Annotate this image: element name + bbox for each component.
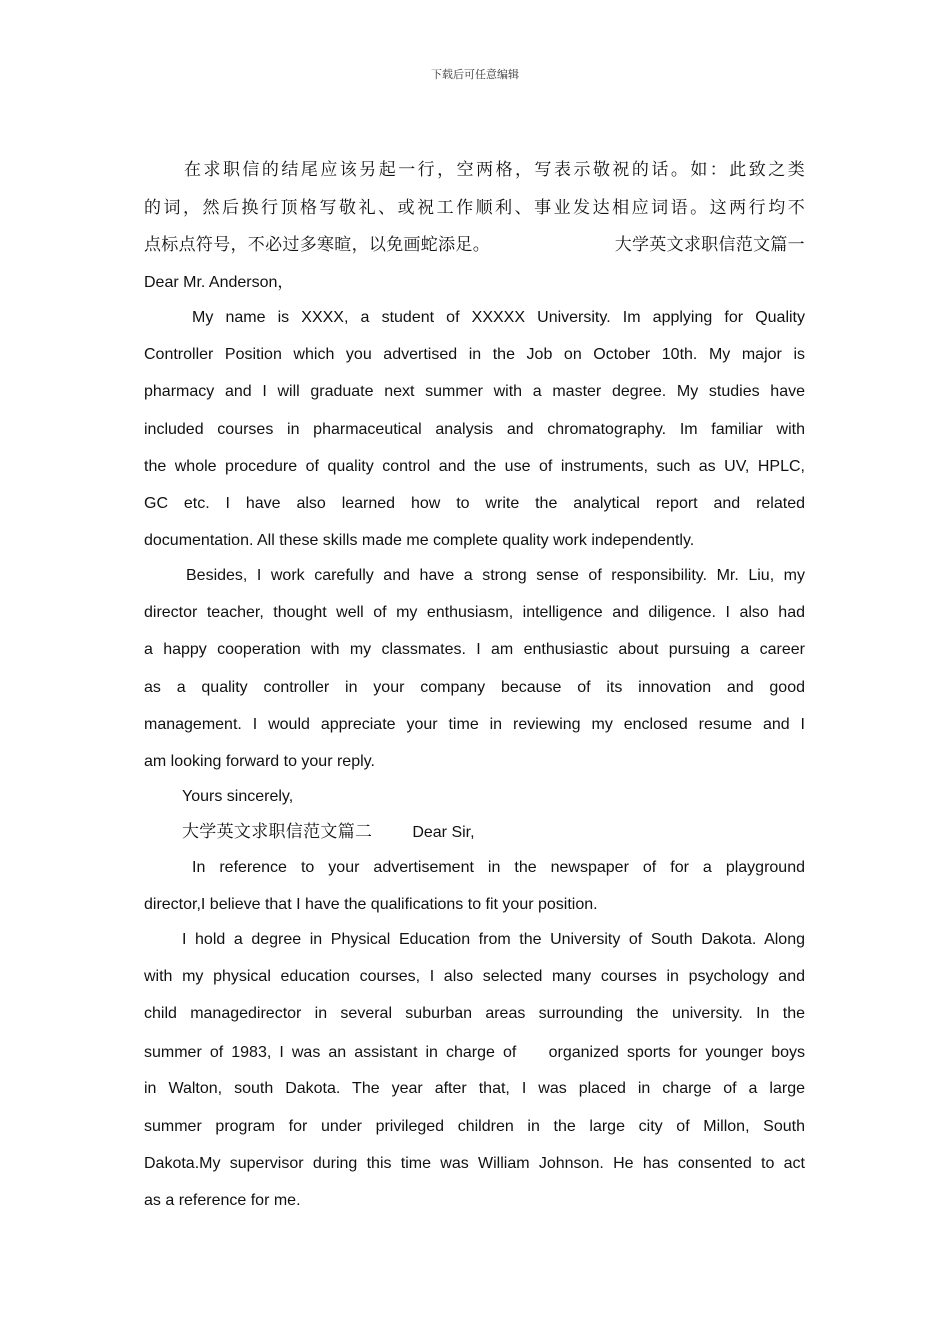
section1-title: 大学英文求职信范文篇一 (614, 235, 805, 255)
letter1-p2-line: as a quality controller in your company because of its innovation and good (144, 679, 805, 696)
intro-line-3-text: 点标点符号，不必过多寒暄，以免画蛇添足。 (144, 235, 490, 255)
letter1-p1-line: GC etc. I have also learned how to write the analytical report and related (144, 495, 805, 512)
letter1-p2-line: management. I would appreciate your time in reviewing my enclosed resume and I (144, 716, 805, 733)
letter1-p2-line: director teacher, thought well of my enthusiasm, intelligence and diligence. I also had (144, 604, 805, 621)
letter2-p2-line: in Walton, south Dakota. The year after that, I was placed in charge of a large (144, 1080, 805, 1097)
intro-line-2: 的词，然后换行顶格写敬礼、或祝工作顺利、事业发达相应词语。这两行均不 (144, 198, 805, 218)
letter2-p2-line: Dakota.My supervisor during this time was William Johnson. He has consented to act (144, 1155, 805, 1172)
letter2-salutation: Dear Sir, (412, 824, 475, 841)
letter1-p1-line: the whole procedure of quality control and the use of instruments, such as UV, HPLC, (144, 458, 805, 475)
page-header: 下载后可任意编辑 (431, 68, 519, 81)
letter2-p2-line: with my physical education courses, I also selected many courses in psychology and (144, 968, 805, 985)
letter2-p1-line: In reference to your advertisement in the newspaper of for a playground (192, 859, 805, 876)
letter2-p2-line: child managedirector in several suburban areas surrounding the university. In the (144, 1005, 805, 1022)
letter2-p2-line: summer of 1983, I was an assistant in charge of organized sports for younger boys (144, 1044, 805, 1061)
intro-line-3 (144, 232, 805, 258)
section2-title: 大学英文求职信范文篇二 (182, 822, 373, 842)
letter2-p1-line: director,I believe that I have the qualifications to fit your position. (144, 896, 598, 913)
letter2-p2-line: summer program for under privileged children in the large city of Millon, South (144, 1118, 805, 1135)
letter2-heading-line (144, 819, 843, 845)
letter1-p1-line: documentation. All these skills made me complete quality work independently. (144, 532, 695, 549)
letter1-p1-line: My name is XXXX, a student of XXXXX University. Im applying for Quality (192, 309, 805, 326)
letter1-p2-line: Besides, I work carefully and have a strong sense of responsibility. Mr. Liu, my (186, 567, 805, 584)
letter1-p1-line: included courses in pharmaceutical analysis and chromatography. Im familiar with (144, 421, 805, 438)
letter2-p2-line: as a reference for me. (144, 1192, 301, 1209)
letter1-p2-line: a happy cooperation with my classmates. I am enthusiastic about pursuing a career (144, 641, 805, 658)
letter1-p1-line: Controller Position which you advertised in the Job on October 10th. My major is (144, 346, 805, 363)
letter1-p1-line: pharmacy and I will graduate next summer with a master degree. My studies have (144, 383, 805, 400)
letter1-p2-line: am looking forward to your reply. (144, 753, 375, 770)
intro-line-1: 在求职信的结尾应该另起一行，空两格，写表示敬祝的话。如：此致之类 (184, 160, 805, 180)
letter1-closing: Yours sincerely, (182, 788, 294, 805)
letter1-salutation: Dear Mr. Anderson， (144, 274, 294, 291)
letter2-p2-line: I hold a degree in Physical Education from the University of South Dakota. Along (182, 931, 805, 948)
